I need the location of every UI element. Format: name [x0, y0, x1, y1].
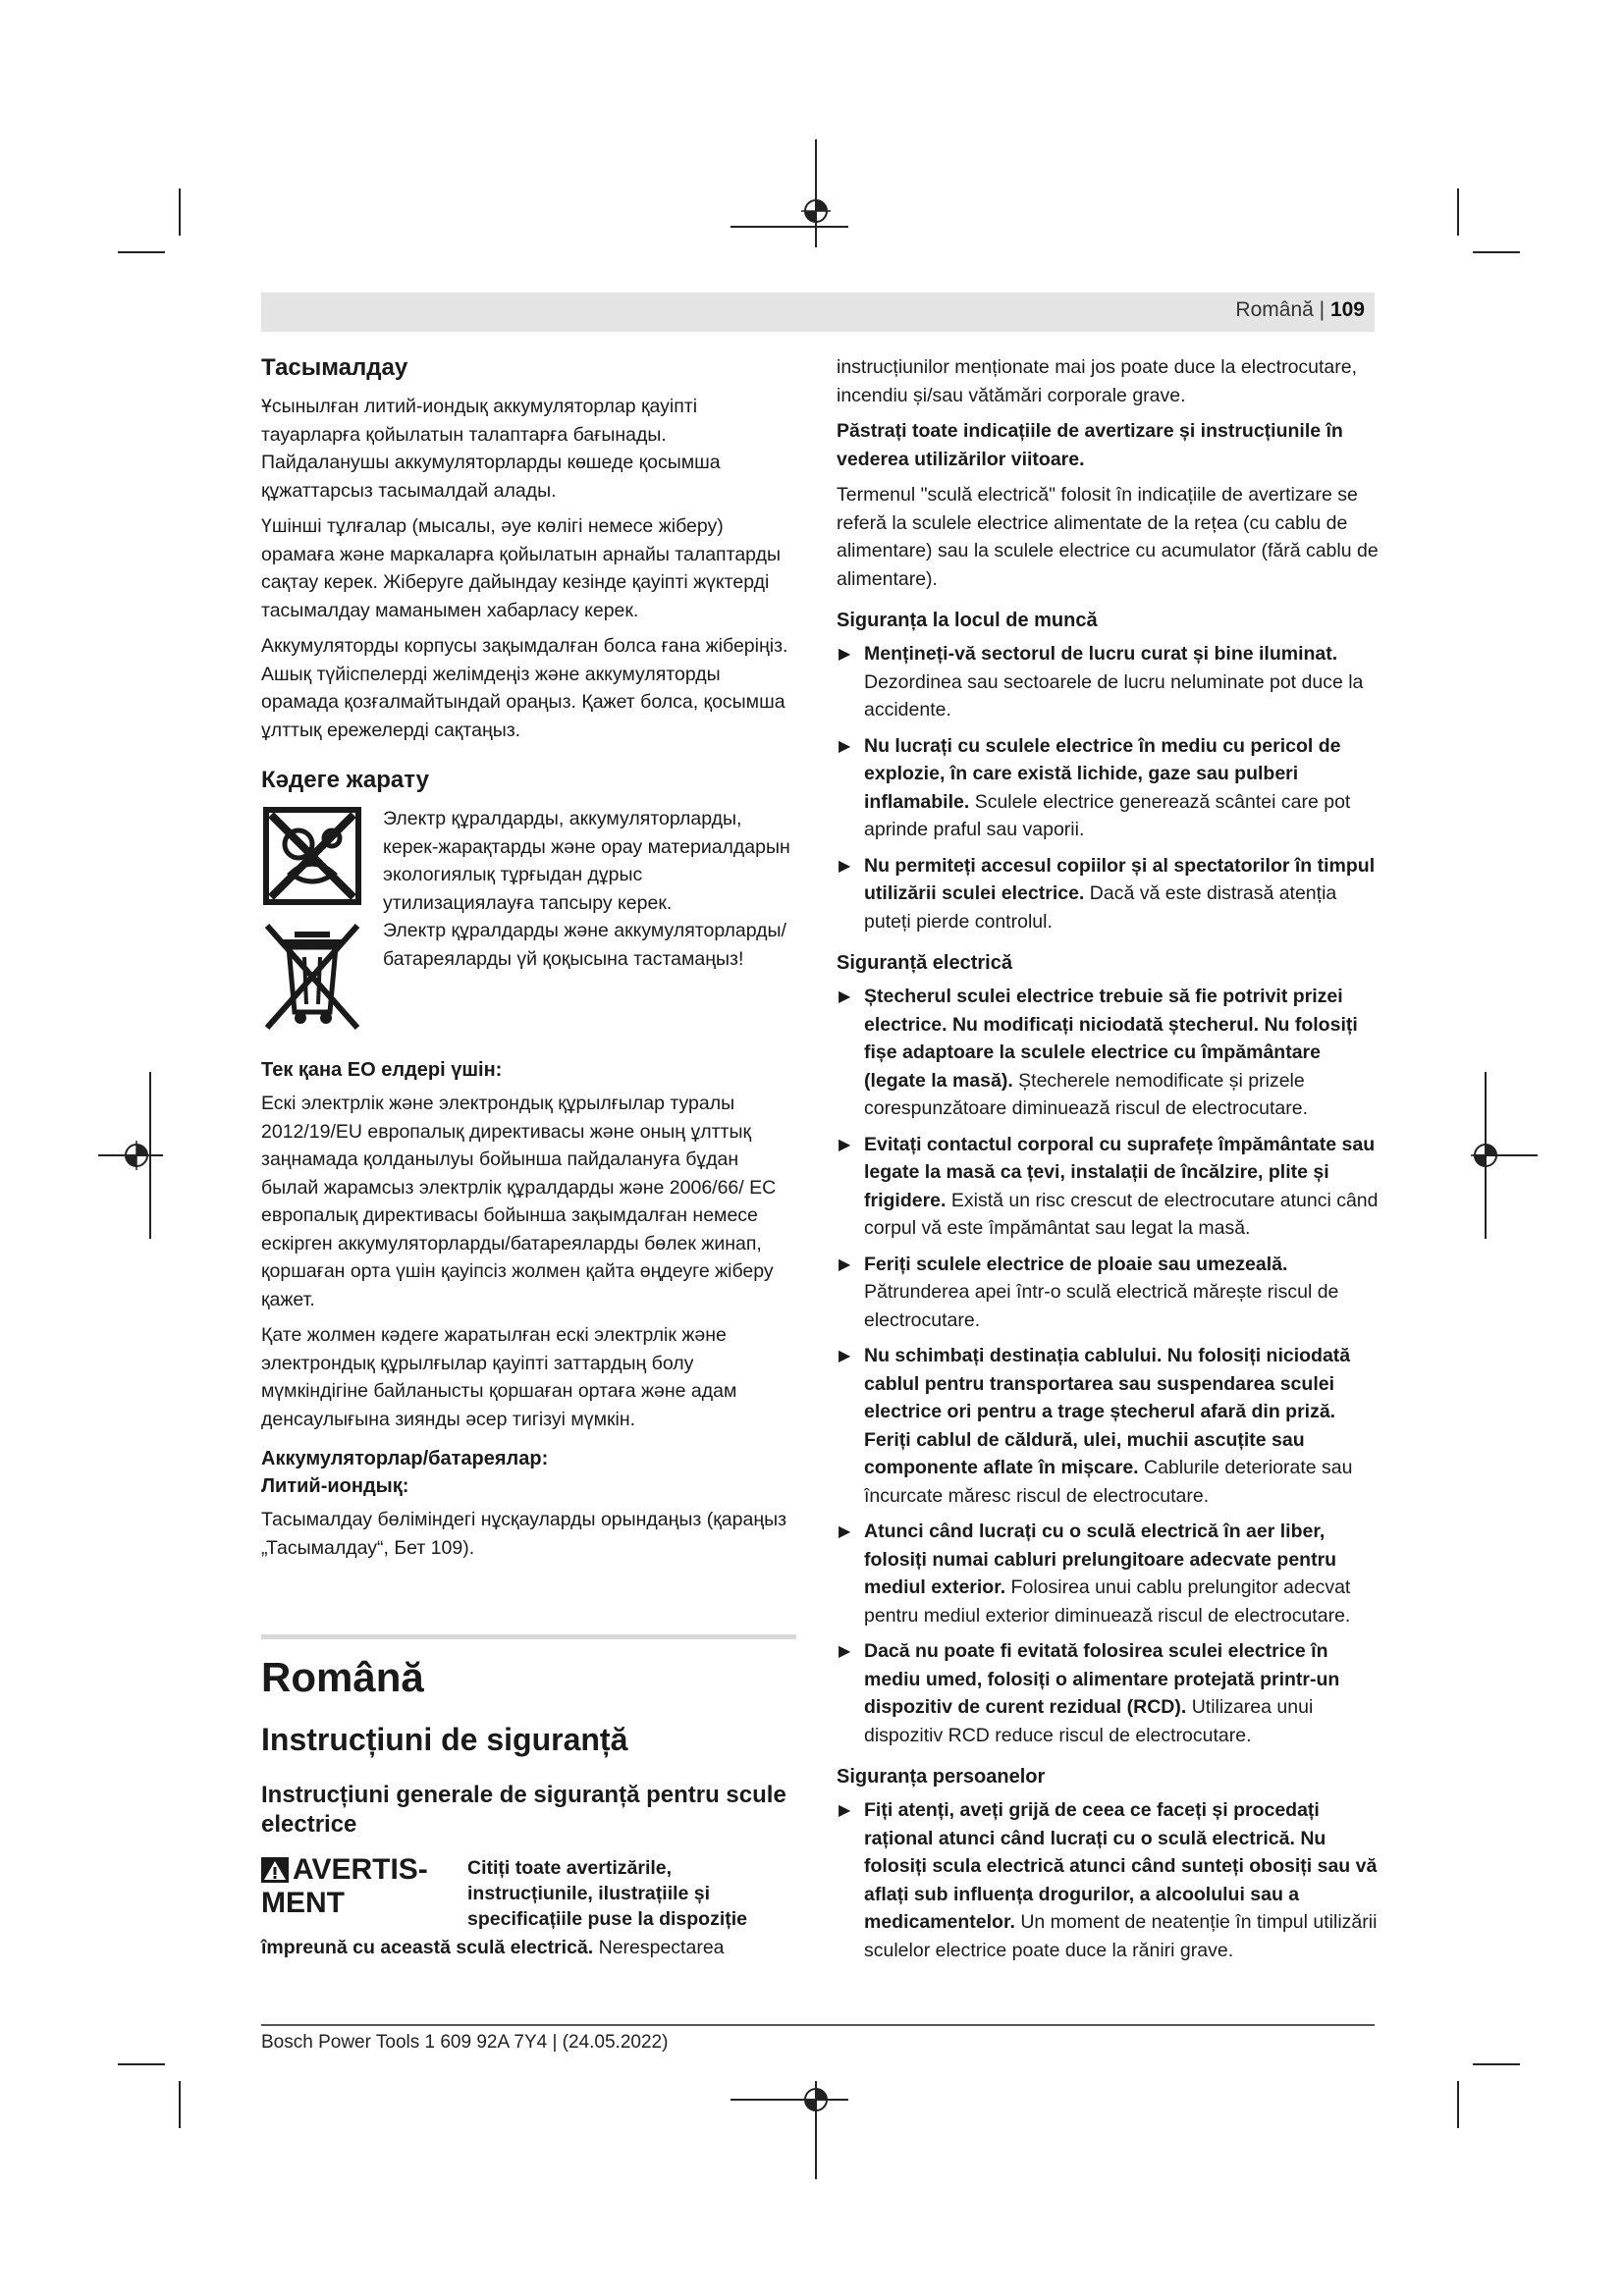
intro-continuation: instrucțiunilor menționate mai jos poate duce la electrocutare, incendiu și/sau vătămări corporale grave.: [837, 356, 1358, 406]
item-bold: Dacă nu poate fi evitată folosirea sculei electrice în mediu umed, folosiți o alimentare protejată printr-un dispozitiv de curent rezidual (RCD).: [864, 1640, 1340, 1718]
disposal-icons: [261, 805, 369, 1039]
disposal-text: [383, 805, 796, 1039]
warning-continuation-bold: împreună cu această sculă electrică.: [261, 1937, 594, 1958]
general-safety-title: Instrucțiuni generale de siguranță pentru scule electrice: [261, 1782, 786, 1838]
item-bold: Nu lucrați cu sculele electrice în mediu cu pericol de explozie, în care există lichide, gaze sau pulberi inflamabile.: [864, 734, 1341, 813]
language-title: Română: [261, 1654, 424, 1700]
item-text: Dacă vă este distrasă atenția puteți pierde controlul.: [864, 882, 1337, 933]
warning-label-line2: MENT: [261, 1887, 345, 1919]
bullet-arrow-icon: ▶: [839, 1643, 851, 1660]
footer-text: Bosch Power Tools 1 609 92A 7Y4 | (24.05.2022): [261, 2032, 669, 2053]
transport-paragraph: Ұсынылған литий-иондық аккумуляторлар қауіпті тауарларға қойылатын талаптарға бағынады. Пайдаланушы аккумуляторларды көшеде қосымша құжаттарсыз тасымалдай алады.: [261, 396, 721, 502]
crop-mark: [179, 188, 181, 236]
bullet-arrow-icon: ▶: [839, 1136, 851, 1153]
work-area-list: [837, 640, 1381, 935]
list-item: [837, 1131, 1381, 1243]
crop-mark: [731, 2099, 848, 2101]
warning-text: Citiți toate avertizările, instrucțiunile, ilustrațiile și specificațiile puse la dispoziție: [467, 1857, 748, 1930]
transport-paragraph: Аккумуляторды корпусы зақымдалған болса ғана жіберіңіз. Ашық түйіспелерді желімдеңіз және аккумуляторды орамада қозғалмайтындай ораңыз. Қажет болса, қосымша ұлттық ережелерді сақтаңыз.: [261, 635, 788, 741]
crossed-bin-icon: [261, 920, 363, 1034]
keep-instructions: Păstrați toate indicațiile de avertizare și instrucțiunile în vederea utilizărilor viitoare.: [837, 420, 1343, 470]
item-text: Un moment de neatenție în timpul utilizării sculelor electrice poate duce la răniri grave.: [864, 1911, 1378, 1961]
term-definition: Termenul "sculă electrică" folosit în indicațiile de avertizare se referă la sculele electrice alimentate de la rețea (cu cablu de alimentare) sau la sculele electrice cu acumulator (fără cablu de alimentare).: [837, 484, 1379, 590]
registration-mark-icon: [801, 2085, 831, 2114]
item-text: Utilizarea unui dispozitiv RCD reduce riscul de electrocutare.: [864, 1696, 1314, 1746]
personal-safety-title: Siguranța persoanelor: [837, 1766, 1046, 1788]
item-bold: Feriți sculele electrice de ploaie sau umezeală.: [864, 1253, 1288, 1275]
crop-mark: [1473, 2063, 1520, 2065]
disposal-block: [261, 805, 796, 1039]
item-bold: Atunci când lucrați cu o sculă electrică în aer liber, folosiți numai cabluri prelungitoare adecvate pentru mediul exterior.: [864, 1521, 1337, 1598]
section-divider: [261, 1634, 796, 1639]
item-bold: Evitați contactul corporal cu suprafețe împământate sau legate la masă ca țevi, instalații de încălzire, plite și frigidere.: [864, 1133, 1376, 1211]
warning-continuation-text: Nerespectarea: [593, 1937, 725, 1958]
recycle-packaging-icon: [261, 805, 363, 907]
liion-paragraph: Тасымалдау бөліміндегі нұсқауларды орындаңыз (қараңыз „Тасымалдау“, Бет 109).: [261, 1509, 787, 1559]
bullet-arrow-icon: ▶: [839, 1255, 851, 1273]
crop-mark: [118, 251, 165, 253]
bullet-arrow-icon: ▶: [839, 646, 851, 663]
list-item: [837, 852, 1381, 936]
batteries-title: Аккумуляторлар/батареялар:: [261, 1448, 549, 1469]
list-item: [837, 983, 1381, 1123]
registration-mark-icon: [801, 196, 831, 226]
crop-mark: [118, 2063, 165, 2065]
left-column: [261, 353, 796, 1970]
list-item: [837, 1796, 1381, 1964]
bullet-arrow-icon: ▶: [839, 857, 851, 875]
warning-label: [261, 1853, 467, 1920]
work-area-title: Siguranța la locul de muncă: [837, 610, 1098, 631]
warning-continuation: [261, 1934, 796, 1962]
transport-title: Тасымалдау: [261, 354, 408, 381]
disposal-paragraph: Электр құралдарды және аккумуляторларды/батареяларды үй қоқысына тастамаңыз!: [383, 920, 786, 970]
electrical-safety-list: [837, 983, 1381, 1749]
header-text: Română | 109: [1235, 298, 1365, 321]
list-item: [837, 1518, 1381, 1629]
item-bold: Ștecherul sculei electrice trebuie să fie potrivit prizei electrice. Nu modificați niciodată ștecherul. Nu folosiți fișe adaptoare la sculele electrice cu împământare (legate la masă).: [864, 986, 1358, 1092]
crop-mark: [731, 226, 848, 228]
registration-mark-icon: [122, 1141, 151, 1170]
warning-block: [261, 1853, 796, 1932]
bullet-arrow-icon: ▶: [839, 988, 851, 1005]
warning-label-line1: AVERTIS-: [293, 1853, 428, 1886]
safety-title: Instrucțiuni de siguranță: [261, 1722, 628, 1757]
crop-mark: [815, 139, 817, 247]
crop-mark: [1457, 2081, 1459, 2128]
warning-triangle-icon: [261, 1857, 289, 1883]
transport-paragraph: Үшінші тұлғалар (мысалы, әуе көлігі немесе жіберу) орамаға және маркаларға қойылатын арнайы талаптарды сақтау керек. Жіберуге дайындау кезінде қауіпті жүктерді тасымалдау маманымен хабарласу керек.: [261, 515, 781, 621]
item-text: Pătrunderea apei într-o sculă electrică mărește riscul de electrocutare.: [864, 1281, 1339, 1331]
bullet-arrow-icon: ▶: [839, 1802, 851, 1819]
list-item: [837, 1342, 1381, 1510]
item-bold: Nu permiteți accesul copiilor și al spectatorilor în timpul utilizării sculei electrice.: [864, 854, 1376, 904]
eu-title: Тек қана ЕО елдері үшін:: [261, 1059, 503, 1081]
item-text: Dezordinea sau sectoarele de lucru neluminate pot duce la accidente.: [864, 670, 1364, 721]
item-text: Folosirea unui cablu prelungitor adecvat pentru mediul exterior diminuează riscul de electrocutare.: [864, 1576, 1351, 1627]
crop-mark: [179, 2081, 181, 2128]
item-text: Sculele electrice generează scântei care pot aprinde praful sau vaporii.: [864, 790, 1351, 840]
list-item: [837, 1251, 1381, 1335]
eu-paragraph: Қате жолмен кәдеге жаратылған ескі электрлік және электрондық құрылғылар қауіпті заттардың болу мүмкіндігіне байланысты қоршаған ортаға және адам денсаулығына зиянды әсер тигізуі мүмкін.: [261, 1324, 737, 1430]
liion-title: Литий-иондық:: [261, 1475, 409, 1497]
item-bold: Fiți atenți, aveți grijă de ceea ce faceți și procedați rațional atunci când lucrați cu o sculă electrică. Nu folosiți scula electrică atunci când sunteți obosiți sau vă aflați sub influența drogurilor, a alcoolului sau a medicamentelor.: [864, 1799, 1378, 1933]
page-number: 109: [1329, 298, 1365, 321]
item-text: Cablurile deteriorate sau încurcate măresc riscul de electrocutare.: [864, 1457, 1353, 1507]
list-item: [837, 640, 1381, 724]
bullet-arrow-icon: ▶: [839, 737, 851, 755]
electrical-safety-title: Siguranță electrică: [837, 952, 1012, 974]
personal-safety-list: [837, 1796, 1381, 1964]
item-text: Există un risc crescut de electrocutare atunci când corpul vă este împământat sau legat la masă.: [864, 1189, 1379, 1239]
disposal-title: Кәдеге жарату: [261, 767, 429, 793]
disposal-paragraph: Электр құралдарды, аккумуляторларды, керек-жарақтарды және орау материалдарын экологиялық тұрғыдан дұрыс утилизациялауға тапсыру керек.: [383, 808, 790, 914]
bullet-arrow-icon: ▶: [839, 1348, 851, 1364]
page-header: [261, 293, 1375, 332]
crop-mark: [1473, 251, 1520, 253]
right-column: [837, 353, 1381, 1972]
item-text: Ștecherele nemodificate și prizele corespunzătoare diminuează riscul de electrocutare.: [864, 1069, 1308, 1119]
registration-mark-icon: [1471, 1141, 1500, 1170]
eu-paragraph: Ескі электрлік және электрондық құрылғылар туралы 2012/19/EU европалық директивасы және оның ұлттық заңнамада қолданылуы бойынша пайдалануға бұдан былай жарамсыз электрлік құралдарды және 2006/66/ EC европалық директивасы бойынша зақымдалған немесе ескірген аккумуляторларды/батареяларды бөлек жинап, қоршаған орта үшін қауіпсіз жолмен қайта өңдеуге жіберу қажет.: [261, 1093, 777, 1310]
item-bold: Mențineți-vă sectorul de lucru curat și bine iluminat.: [864, 643, 1338, 665]
list-item: [837, 732, 1381, 844]
header-language: Română: [1235, 298, 1314, 321]
item-bold: Nu schimbați destinația cablului. Nu folosiți niciodată cablul pentru transportarea sau suspendarea sculei electrice ori pentru a trage ștecherul afară din priză. Feriți cablul de căldură, ulei, muchii ascuțite sau componente aflate în mișcare.: [864, 1345, 1351, 1478]
footer-rule: [261, 2024, 1375, 2026]
list-item: [837, 1637, 1381, 1749]
crop-mark: [1457, 188, 1459, 236]
bullet-arrow-icon: ▶: [839, 1523, 851, 1540]
